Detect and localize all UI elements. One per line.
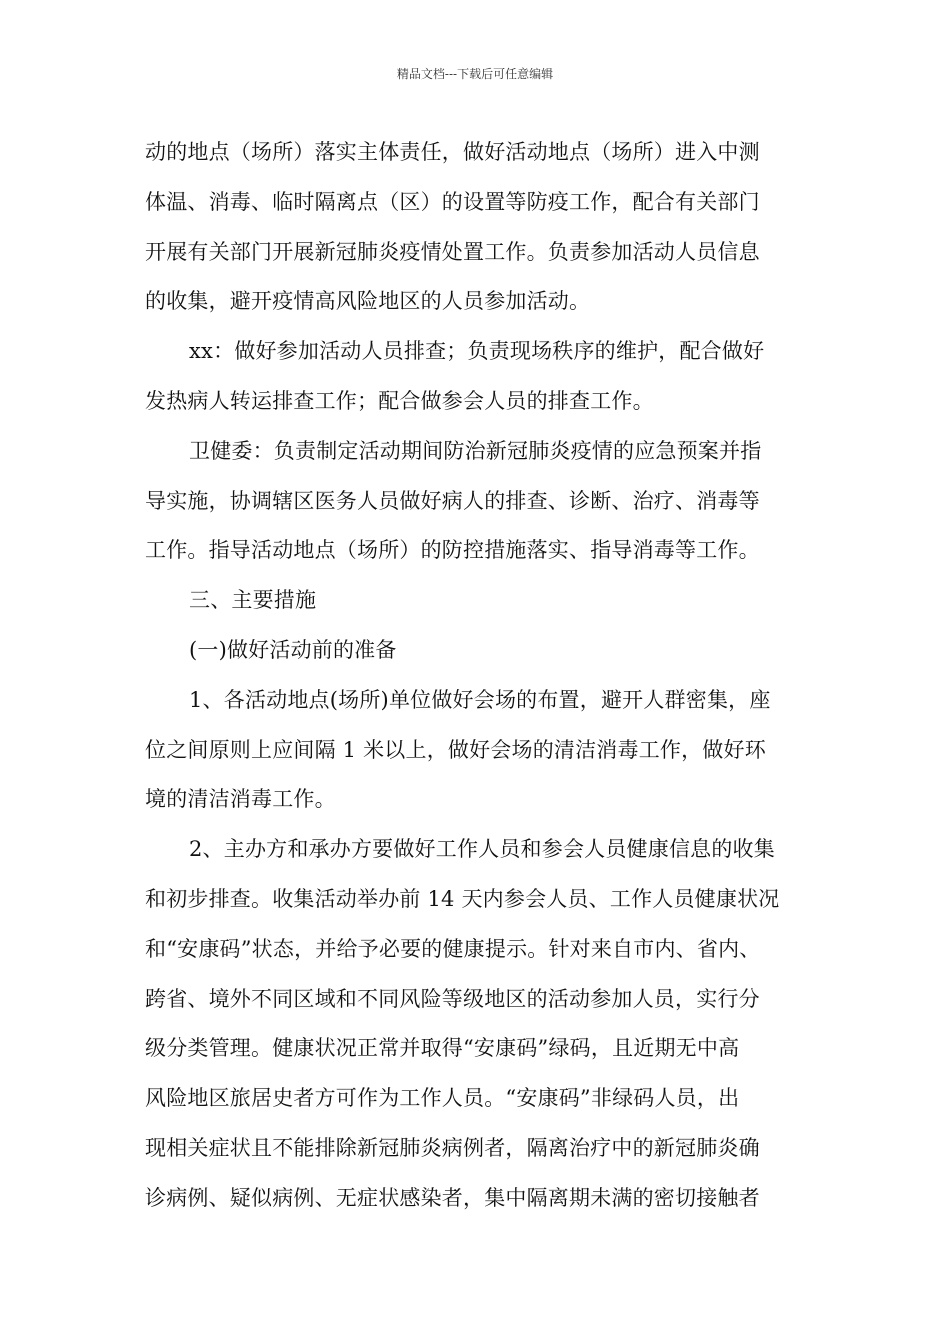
page-header: 精品文档---下载后可任意编辑 — [396, 67, 554, 81]
text-line: 动的地点（场所）落实主体责任，做好活动地点（场所）进入中测 — [145, 140, 760, 164]
text-line: 和“安康码”状态，并给予必要的健康提示。针对来自市内、省内、 — [145, 936, 761, 961]
text-line: 跨省、境外不同区域和不同风险等级地区的活动参加人员，实行分 — [145, 986, 760, 1011]
text-line: 诊病例、疑似病例、无症状感染者，集中隔离期未满的密切接触者 — [145, 1185, 760, 1210]
text-line: 发热病人转运排查工作；配合做参会人员的排查工作。 — [145, 388, 654, 413]
text-line: 现相关症状且不能排除新冠肺炎病例者，隔离治疗中的新冠肺炎确 — [145, 1135, 760, 1160]
text-line: 风险地区旅居史者方可作为工作人员。“安康码”非绿码人员，出 — [145, 1086, 740, 1111]
subsection-heading: (一)做好活动前的准备 — [189, 637, 397, 662]
text-line: 导实施，协调辖区医务人员做好病人的排查、诊断、治疗、消毒等 — [145, 488, 760, 513]
text-line: 开展有关部门开展新冠肺炎疫情处置工作。负责参加活动人员信息 — [145, 239, 760, 264]
text-line: 工作。指导活动地点（场所）的防控措施落实、指导消毒等工作。 — [145, 538, 760, 563]
paragraph-first-line: 卫健委：负责制定活动期间防治新冠肺炎疫情的应急预案并指 — [189, 438, 762, 463]
document-body — [145, 128, 815, 1224]
text-line: 和初步排查。收集活动举办前 14 天内参会人员、工作人员健康状况 — [145, 886, 780, 911]
text-line: 级分类管理。健康状况正常并取得“安康码”绿码，且近期无中高 — [145, 1036, 740, 1061]
text-line: 境的清洁消毒工作。 — [145, 787, 336, 812]
paragraph-first-line: 1、各活动地点(场所)单位做好会场的布置，避开人群密集，座 — [189, 687, 771, 712]
text-line: 的收集，避开疫情高风险地区的人员参加活动。 — [145, 289, 591, 314]
text-line: 体温、消毒、临时隔离点（区）的设置等防疫工作，配合有关部门 — [145, 189, 760, 214]
paragraph-first-line: 2、主办方和承办方要做好工作人员和参会人员健康信息的收集 — [189, 837, 775, 862]
text-line: 位之间原则上应间隔 1 米以上，做好会场的清洁消毒工作，做好环 — [145, 737, 766, 762]
section-heading: 三、主要措施 — [189, 588, 317, 613]
paragraph-first-line: xx：做好参加活动人员排查；负责现场秩序的维护，配合做好 — [189, 339, 765, 364]
